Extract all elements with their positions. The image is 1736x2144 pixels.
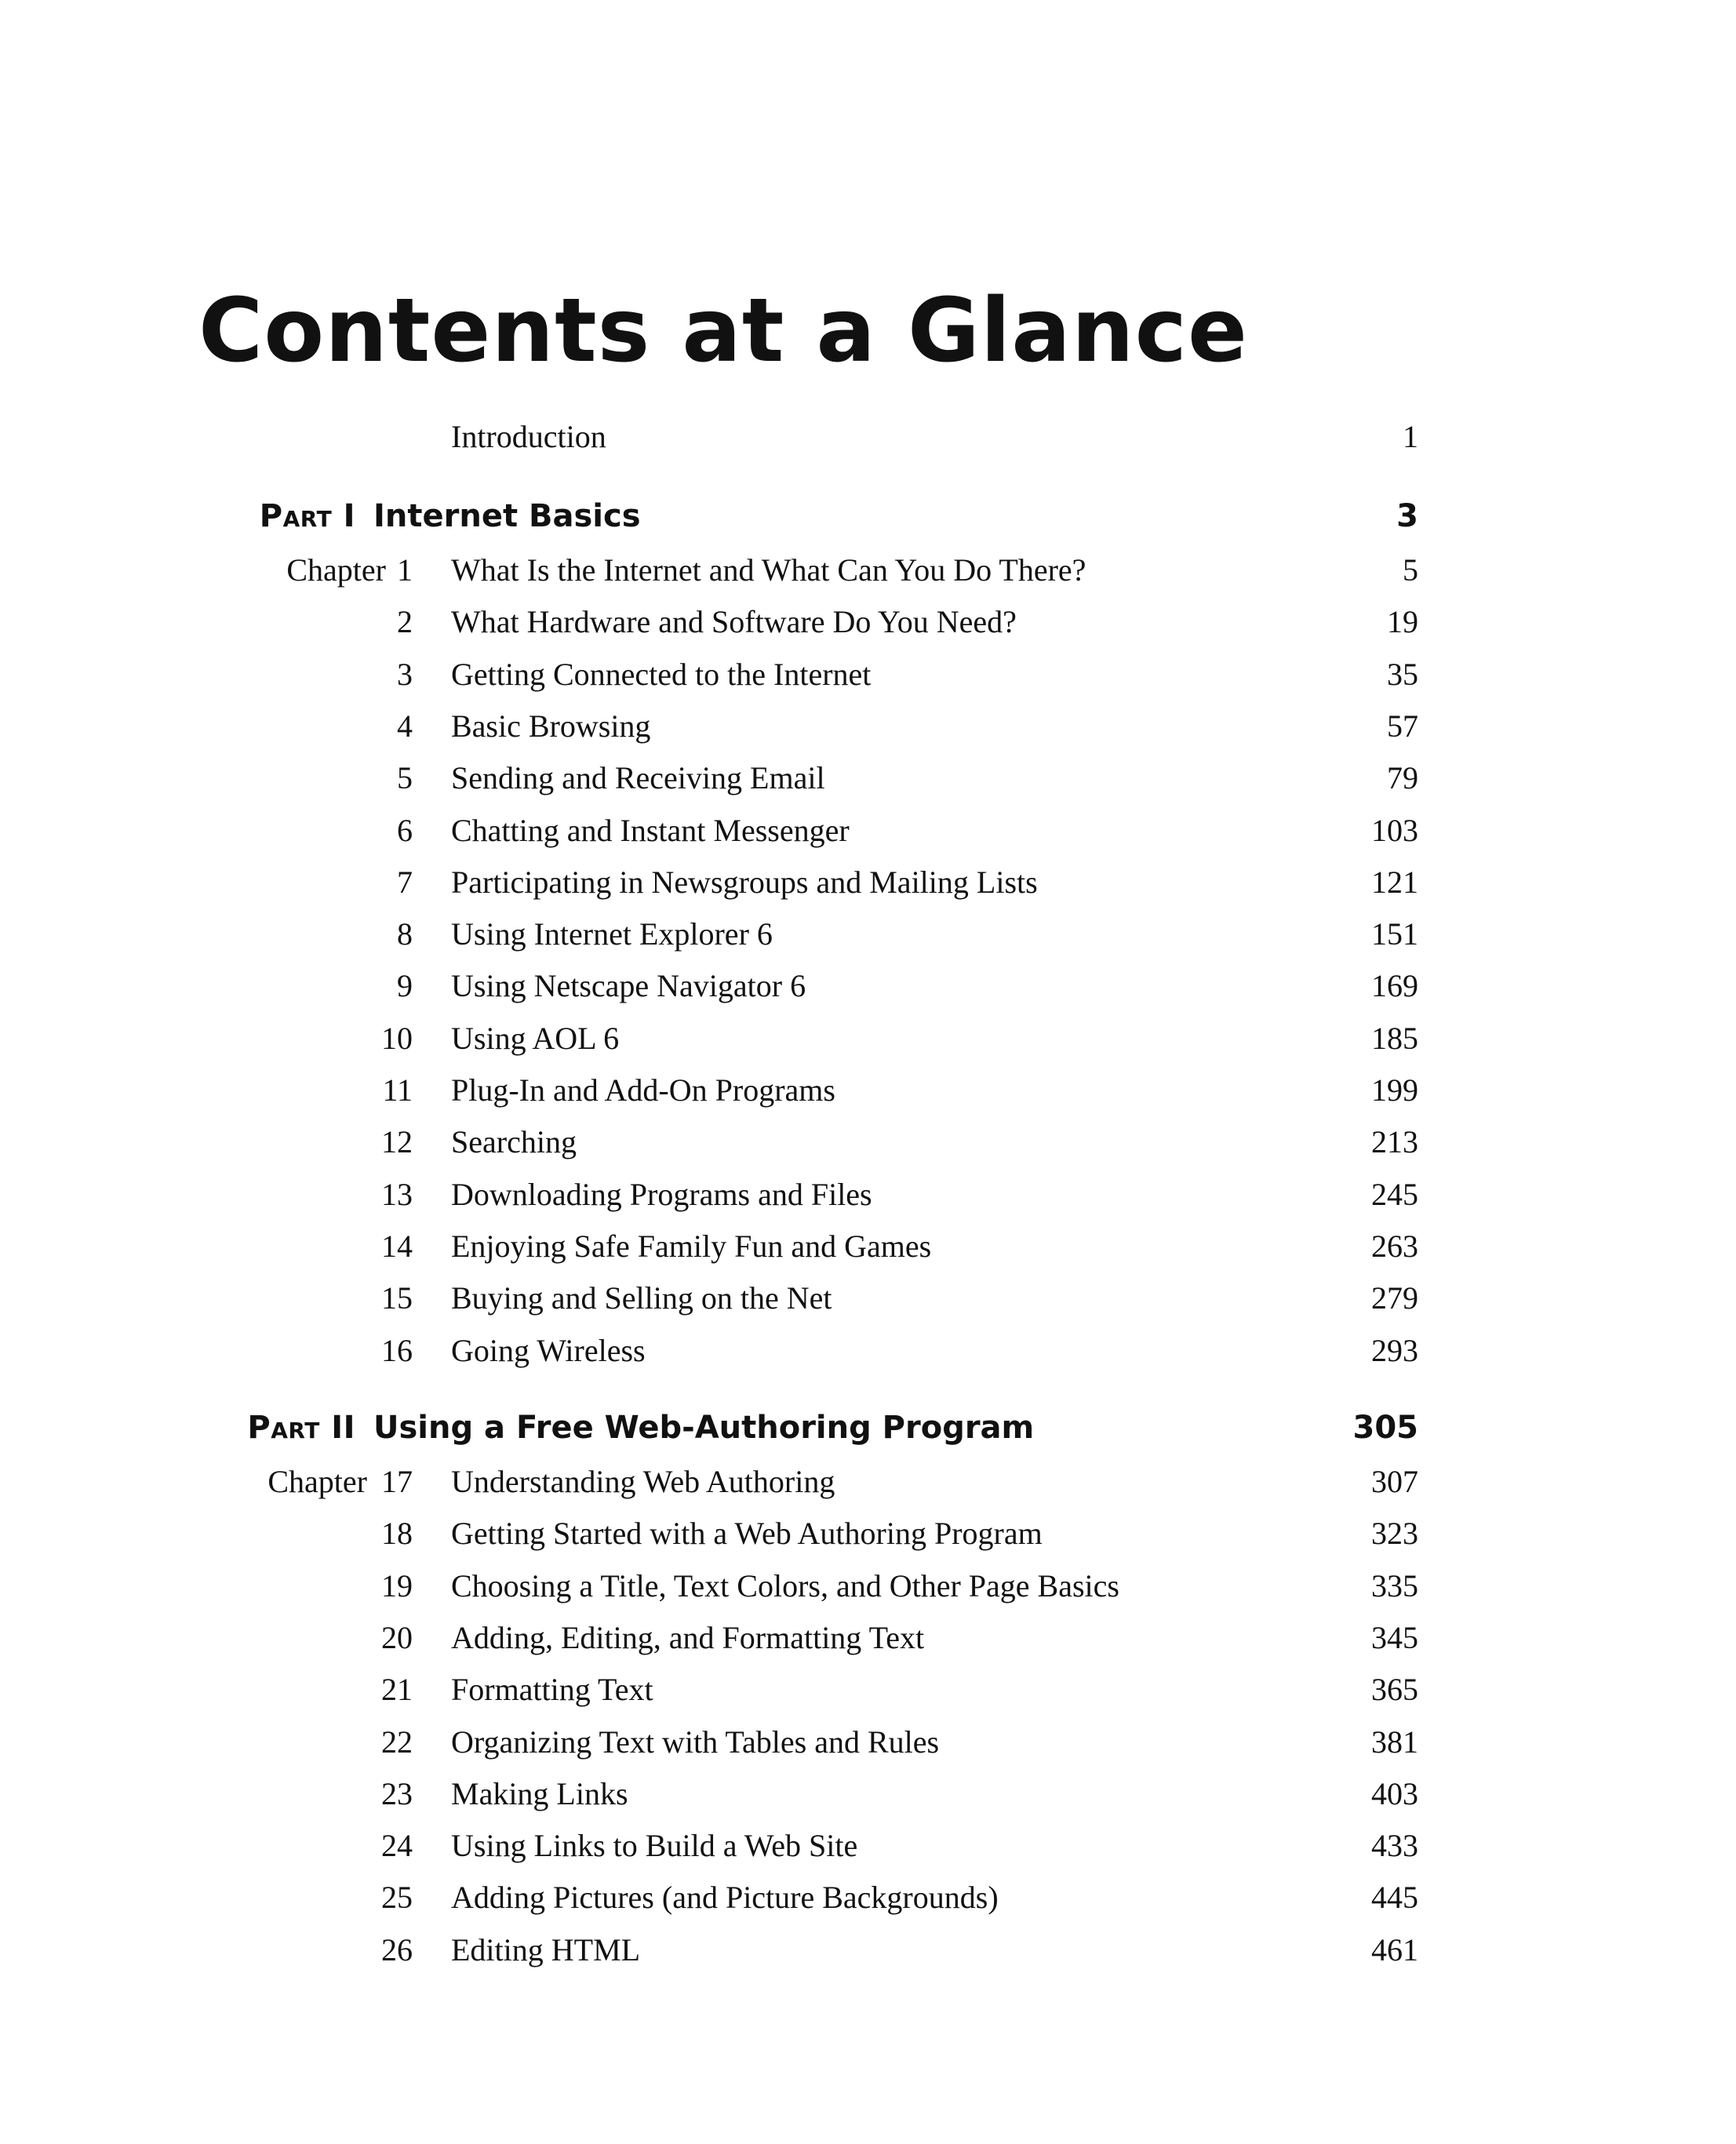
chapter-title: Plug-In and Add-On Programs (451, 1072, 835, 1108)
chapter-page-number: 263 (1371, 1229, 1418, 1264)
chapter-page-number: 5 (1403, 552, 1418, 588)
chapter-number: 15 (381, 1280, 413, 1316)
chapter-page-number: 403 (1371, 1776, 1418, 1811)
chapter-number: 9 (397, 968, 413, 1003)
chapter-title: Getting Started with a Web Authoring Program (451, 1516, 1043, 1551)
chapter-entry (0, 1119, 1736, 1166)
chapter-number: 16 (381, 1333, 413, 1368)
chapter-entry (0, 547, 1736, 594)
chapter-entry (0, 1874, 1736, 1921)
chapter-title: Choosing a Title, Text Colors, and Other Page Basics (451, 1568, 1119, 1603)
chapter-number: 14 (381, 1229, 413, 1264)
chapter-page-number: 365 (1371, 1672, 1418, 1707)
chapter-number: 1 (397, 552, 413, 588)
chapter-entry (0, 1015, 1736, 1062)
chapter-page-number: 103 (1371, 813, 1418, 848)
chapter-number: 7 (397, 865, 413, 900)
entry-title: Introduction (451, 419, 606, 454)
chapter-entry (0, 1458, 1736, 1505)
chapter-number: 26 (381, 1932, 413, 1967)
part-heading (0, 1404, 1736, 1451)
chapter-entry (0, 1719, 1736, 1766)
chapter-entry (0, 1327, 1736, 1374)
chapter-number: 21 (381, 1672, 413, 1707)
chapter-title: Enjoying Safe Family Fun and Games (451, 1229, 932, 1264)
chapter-page-number: 307 (1371, 1464, 1418, 1499)
chapter-title: Chatting and Instant Messenger (451, 813, 850, 848)
chapter-entry (0, 859, 1736, 906)
part-heading (0, 493, 1736, 540)
chapter-title: What Is the Internet and What Can You Do There? (451, 552, 1086, 588)
chapter-title: Buying and Selling on the Net (451, 1280, 832, 1316)
chapter-entry (0, 1666, 1736, 1713)
part-page-number: 3 (1396, 498, 1418, 534)
chapter-number: 25 (381, 1880, 413, 1915)
chapter-page-number: 445 (1371, 1880, 1418, 1915)
entry-page-number: 1 (1403, 419, 1418, 454)
chapter-entry (0, 807, 1736, 854)
chapter-entry (0, 651, 1736, 698)
chapter-page-number: 381 (1371, 1724, 1418, 1760)
chapter-number: 17 (381, 1464, 413, 1499)
chapter-number: 22 (381, 1724, 413, 1760)
chapter-entry (0, 1927, 1736, 1974)
chapter-title: Making Links (451, 1776, 628, 1811)
chapter-number: 5 (397, 760, 413, 795)
chapter-page-number: 151 (1371, 916, 1418, 952)
chapter-number: 13 (381, 1177, 413, 1212)
chapter-label: Chapter (267, 1464, 367, 1499)
chapter-title: Participating in Newsgroups and Mailing Lists (451, 865, 1038, 900)
chapter-title: Basic Browsing (451, 708, 651, 744)
chapter-page-number: 79 (1387, 760, 1418, 795)
toc-entry-introduction (0, 413, 1736, 460)
page-title: Contents at a Glance (198, 280, 1248, 382)
chapter-entry (0, 963, 1736, 1010)
chapter-entry (0, 1822, 1736, 1869)
chapter-title: Sending and Receiving Email (451, 760, 825, 795)
chapter-page-number: 433 (1371, 1828, 1418, 1863)
chapter-entry (0, 599, 1736, 646)
chapter-number: 3 (397, 657, 413, 692)
chapter-page-number: 169 (1371, 968, 1418, 1003)
chapter-title: Editing HTML (451, 1932, 641, 1967)
chapter-title: Adding, Editing, and Formatting Text (451, 1620, 925, 1655)
chapter-number: 20 (381, 1620, 413, 1655)
chapter-page-number: 185 (1371, 1021, 1418, 1056)
chapter-entry (0, 1223, 1736, 1270)
chapter-page-number: 345 (1371, 1620, 1418, 1655)
chapter-label: Chapter (286, 552, 386, 588)
chapter-title: Using Internet Explorer 6 (451, 916, 773, 952)
part-label: Part II (247, 1410, 355, 1446)
chapter-page-number: 121 (1371, 865, 1418, 900)
chapter-entry (0, 1563, 1736, 1610)
chapter-title: Understanding Web Authoring (451, 1464, 835, 1499)
chapter-page-number: 19 (1387, 604, 1418, 639)
part-page-number: 305 (1352, 1410, 1418, 1446)
chapter-number: 11 (382, 1072, 413, 1108)
chapter-number: 24 (381, 1828, 413, 1863)
chapter-title: Using Netscape Navigator 6 (451, 968, 806, 1003)
chapter-entry (0, 1614, 1736, 1662)
chapter-title: Going Wireless (451, 1333, 646, 1368)
chapter-page-number: 199 (1371, 1072, 1418, 1108)
chapter-page-number: 461 (1371, 1932, 1418, 1967)
chapter-title: Using AOL 6 (451, 1021, 620, 1056)
chapter-number: 2 (397, 604, 413, 639)
chapter-title: Organizing Text with Tables and Rules (451, 1724, 940, 1760)
chapter-number: 8 (397, 916, 413, 952)
chapter-number: 10 (381, 1021, 413, 1056)
chapter-entry (0, 1171, 1736, 1218)
chapter-entry (0, 1771, 1736, 1818)
chapter-page-number: 293 (1371, 1333, 1418, 1368)
chapter-title: What Hardware and Software Do You Need? (451, 604, 1017, 639)
chapter-page-number: 35 (1387, 657, 1418, 692)
chapter-entry (0, 1067, 1736, 1114)
chapter-number: 6 (397, 813, 413, 848)
chapter-number: 18 (381, 1516, 413, 1551)
chapter-title: Adding Pictures (and Picture Backgrounds) (451, 1880, 999, 1915)
part-label: Part I (259, 498, 355, 534)
chapter-entry (0, 1275, 1736, 1322)
part-title: Using a Free Web-Authoring Program (373, 1410, 1035, 1446)
chapter-title: Using Links to Build a Web Site (451, 1828, 858, 1863)
chapter-entry (0, 1510, 1736, 1557)
chapter-page-number: 213 (1371, 1124, 1418, 1159)
chapter-entry (0, 703, 1736, 750)
chapter-title: Searching (451, 1124, 577, 1159)
chapter-page-number: 279 (1371, 1280, 1418, 1316)
chapter-page-number: 57 (1387, 708, 1418, 744)
chapter-title: Downloading Programs and Files (451, 1177, 872, 1212)
chapter-number: 12 (381, 1124, 413, 1159)
chapter-number: 19 (381, 1568, 413, 1603)
part-title: Internet Basics (373, 498, 641, 534)
chapter-page-number: 323 (1371, 1516, 1418, 1551)
chapter-number: 23 (381, 1776, 413, 1811)
chapter-page-number: 245 (1371, 1177, 1418, 1212)
chapter-title: Formatting Text (451, 1672, 653, 1707)
chapter-entry (0, 911, 1736, 958)
chapter-entry (0, 755, 1736, 802)
chapter-page-number: 335 (1371, 1568, 1418, 1603)
chapter-number: 4 (397, 708, 413, 744)
chapter-title: Getting Connected to the Internet (451, 657, 872, 692)
